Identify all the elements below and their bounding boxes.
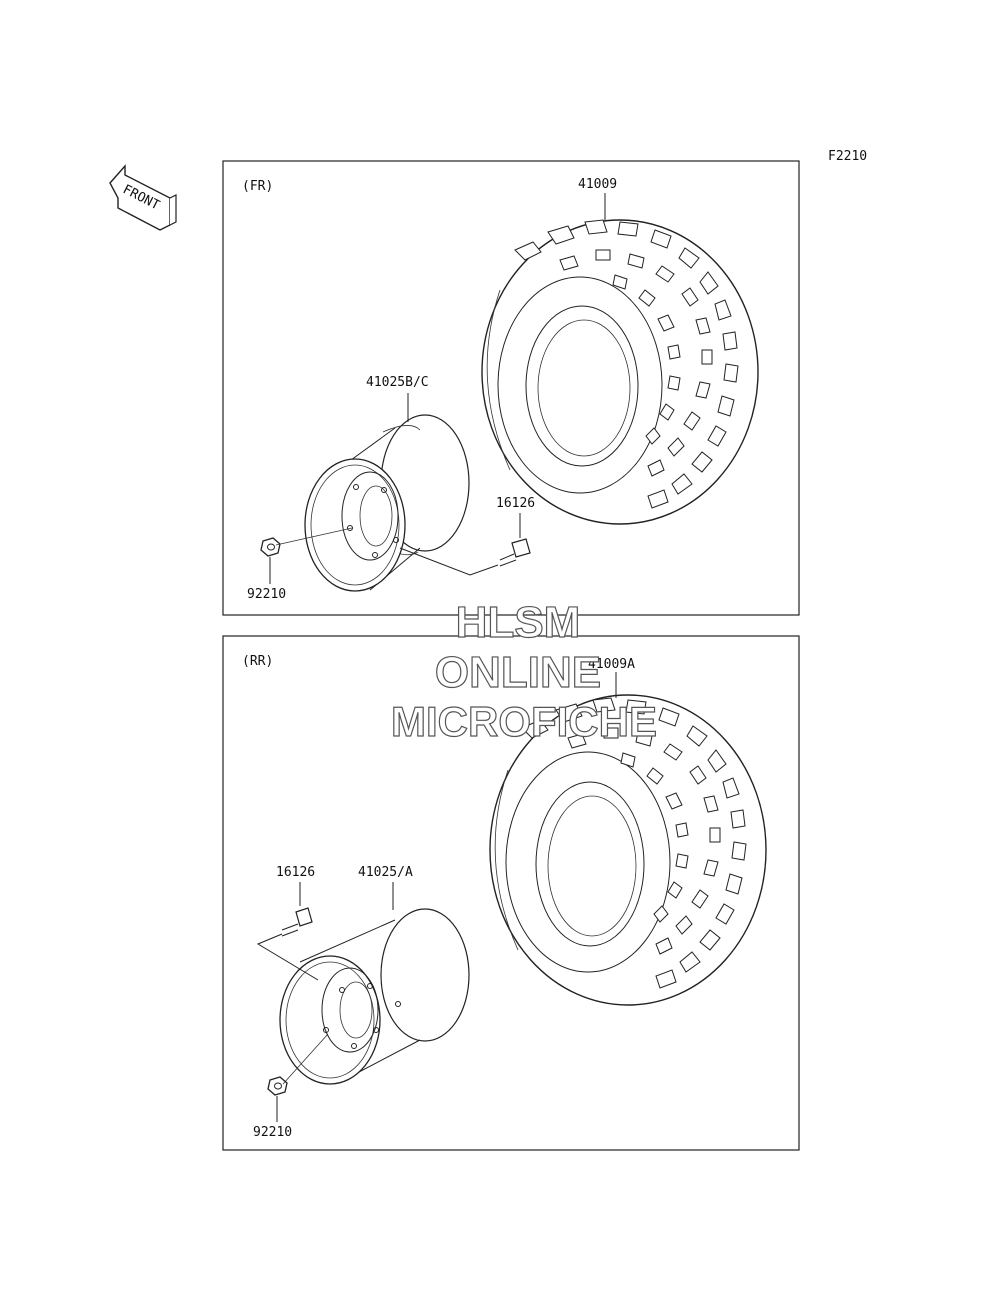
- front-tire-part-number: 41009: [578, 177, 618, 192]
- front-rim-part-number: 41025B/C: [366, 375, 429, 390]
- rear-nut-part-number: 92210: [253, 1125, 293, 1140]
- watermark-line-1: HLSM: [455, 598, 581, 647]
- figure-code: F2210: [828, 149, 868, 164]
- panel-rear-section-label: (RR): [242, 654, 274, 669]
- rear-rim: [280, 909, 469, 1084]
- rear-rim-part-number: 41025/A: [358, 865, 413, 880]
- watermark-line-3: MICROFICHE: [391, 698, 657, 745]
- front-arrow-icon: [110, 166, 176, 230]
- front-arrow-label: FRONT: [120, 182, 162, 214]
- rear-valve-part-number: 16126: [276, 865, 316, 880]
- panel-front-section-label: (FR): [242, 179, 274, 194]
- front-nut-part-number: 92210: [247, 587, 287, 602]
- watermark-line-2: ONLINE: [434, 648, 602, 697]
- panel-front: [223, 161, 799, 615]
- rear-tire-part-number: 41009A: [588, 657, 635, 672]
- front-valve-part-number: 16126: [496, 496, 536, 511]
- front-tire: [482, 220, 758, 524]
